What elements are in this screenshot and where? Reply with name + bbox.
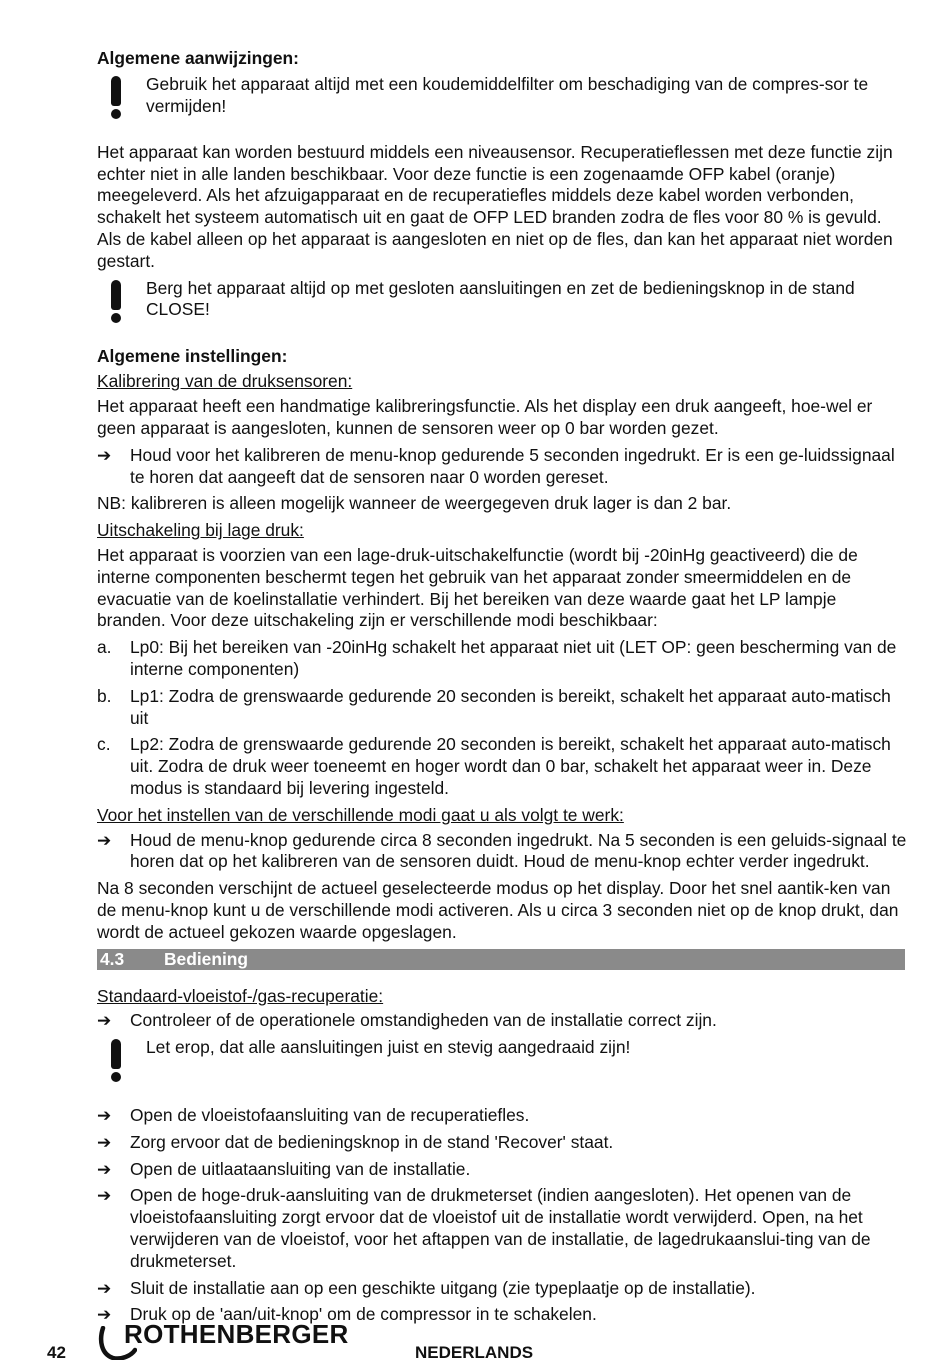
exclamation-icon <box>111 280 121 324</box>
step-text: Druk op de 'aan/uit-knop' om de compressor in te schakelen. <box>130 1304 597 1325</box>
exclamation-icon <box>111 1039 121 1083</box>
instruction-step <box>97 1185 907 1272</box>
document-body <box>97 48 907 1331</box>
instruction-step <box>97 1105 907 1127</box>
step-text: Zorg ervoor dat de bedieningsknop in de stand 'Recover' staat. <box>130 1131 614 1152</box>
paragraph-modes: Na 8 seconden verschijnt de actueel geselecteerde modus op het display. Door het snel aantik-ken van de menu-knop kunt u de verschillende modi activeren. Als u circa 3 seconden niet op de knop drukt, dan wordt de actueel gekozen waarde opgeslagen. <box>97 878 899 942</box>
warning-block <box>97 1037 907 1095</box>
recovery-heading: Standaard-vloeistof-/gas-recuperatie: <box>97 985 384 1006</box>
list-text: Lp1: Zodra de grenswaarde gedurende 20 seconden is bereikt, schakelt het apparaat auto-matisch uit <box>130 685 891 728</box>
warning-text: Gebruik het apparaat altijd met een koudemiddelfilter om beschadiging van de compres-sor te vermijden! <box>146 73 869 116</box>
lowpressure-heading: Uitschakeling bij lage druk: <box>97 520 304 541</box>
paragraph-lowpressure: Het apparaat is voorzien van een lage-druk-uitschakelfunctie (wordt bij -20inHg geactiveerd) die de interne componenten beschermt tegen het gebruik van het apparaat zonder smeermiddelen en de evacuatie van de koelinstallatie verhindert. Bij het bereiken van deze waarde gaat het LP lampje branden. Voor deze uitschakeling zijn er verschillende modi beschikbaar: <box>97 544 858 631</box>
footer-language: NEDERLANDS <box>415 1343 534 1362</box>
list-text: Lp2: Zodra de grenswaarde gedurende 20 seconden is bereikt, schakelt het apparaat auto-matisch uit. Zodra de druk weer toeneemt en hoger wordt dan 0 bar, schakelt het apparaat weer in. Deze modus is standaard bij levering ingesteld. <box>130 734 891 798</box>
list-item <box>97 686 907 730</box>
step-text: Open de hoge-druk-aansluiting van de drukmeterset (indien aangesloten). Het openen van de vloeistofaansluiting zorgt ervoor dat de vloeistof uit de installatie wordt verwijderd. Open, na het verwijderen van de vloeistof, voor het aftappen van de installatie, de lagedrukaanslui-ting van de drukmeterset. <box>130 1185 871 1271</box>
arrow-icon: ➔ <box>97 1159 112 1179</box>
list-letter: b. <box>97 685 112 706</box>
brand-logo <box>97 1319 349 1360</box>
step-text: Open de uitlaataansluiting van de installatie. <box>130 1158 471 1179</box>
list-item <box>97 637 907 681</box>
warning-block <box>97 278 907 336</box>
section-title: Bediening <box>164 948 249 969</box>
paragraph-ofp: Het apparaat kan worden bestuurd middels een niveausensor. Recuperatieflessen met deze functie zijn echter niet in alle landen beschikbaar. Voor deze functie is een zogenaamde OFP kabel (oranje) meegeleverd. Als het afzuigapparaat en de recuperatiefles middels deze kabel worden verbonden, schakelt het systeem automatisch uit en gaat de OFP LED branden zodra de fles voor 80 % is gevuld. Als de kabel alleen op het apparaat is aangesloten en niet op de fles, dan kan het apparaat niet worden gestart. <box>97 141 893 271</box>
instruction-step <box>97 1159 907 1181</box>
page-number: 42 <box>47 1343 66 1362</box>
list-letter: a. <box>97 637 112 658</box>
general-notes-heading: Algemene aanwijzingen: <box>97 48 299 68</box>
exclamation-icon <box>111 76 121 120</box>
arrow-icon: ➔ <box>97 1305 112 1325</box>
arrow-icon: ➔ <box>97 830 112 850</box>
arrow-icon: ➔ <box>97 1011 112 1031</box>
section-number: 4.3 <box>100 948 125 969</box>
step-text: Sluit de installatie aan op een geschikte uitgang (zie typeplaatje op de installatie). <box>130 1277 756 1298</box>
arrow-icon: ➔ <box>97 1278 112 1298</box>
instruction-step <box>97 830 907 874</box>
instruction-step <box>97 445 907 489</box>
paragraph-calibration: Het apparaat heeft een handmatige kalibreringsfunctie. Als het display een druk aangeeft, hoe-wel er geen apparaat is aangesloten, kunnen de sensoren weer op 0 bar worden gezet. <box>97 396 873 438</box>
brand-name: ROTHENBERGER <box>124 1319 349 1349</box>
arrow-icon: ➔ <box>97 1132 112 1152</box>
warning-block <box>97 74 907 132</box>
list-item <box>97 734 907 799</box>
list-letter: c. <box>97 734 111 755</box>
arrow-icon: ➔ <box>97 1106 112 1126</box>
paragraph-nb: NB: kalibreren is alleen mogelijk wanneer de weergegeven druk lager is dan 2 bar. <box>97 493 732 514</box>
modes-heading: Voor het instellen van de verschillende modi gaat u als volgt te werk: <box>97 804 624 825</box>
step-text: Houd voor het kalibreren de menu-knop gedurende 5 seconden ingedrukt. Er is een ge-luidssignaal te horen dat aangeeft dat de sensoren naar 0 worden gereset. <box>130 444 895 487</box>
calibration-heading: Kalibrering van de druksensoren: <box>97 371 353 392</box>
section-header-bar <box>97 949 905 970</box>
step-text: Controleer of de operationele omstandigheden van de installatie correct zijn. <box>130 1010 717 1031</box>
arrow-icon: ➔ <box>97 1186 112 1206</box>
instruction-step <box>97 1010 907 1032</box>
arrow-icon: ➔ <box>97 445 112 465</box>
warning-text: Let erop, dat alle aansluitingen juist en stevig aangedraaid zijn! <box>146 1037 631 1058</box>
list-text: Lp0: Bij het bereiken van -20inHg schakelt het apparaat niet uit (LET OP: geen bescherming van de interne componenten) <box>130 637 897 679</box>
step-text: Houd de menu-knop gedurende circa 8 seconden ingedrukt. Na 5 seconden is een geluids-signaal te horen dat op het kalibreren van de sensoren duidt. Houd de menu-knop echter verder ingedrukt. <box>130 829 907 872</box>
step-text: Open de vloeistofaansluiting van de recuperatiefles. <box>130 1105 530 1126</box>
general-settings-heading: Algemene instellingen: <box>97 345 288 366</box>
instruction-step <box>97 1132 907 1154</box>
warning-text: Berg het apparaat altijd op met gesloten aansluitingen en zet de bedieningsknop in de stand CLOSE! <box>146 277 855 320</box>
instruction-step <box>97 1278 907 1300</box>
